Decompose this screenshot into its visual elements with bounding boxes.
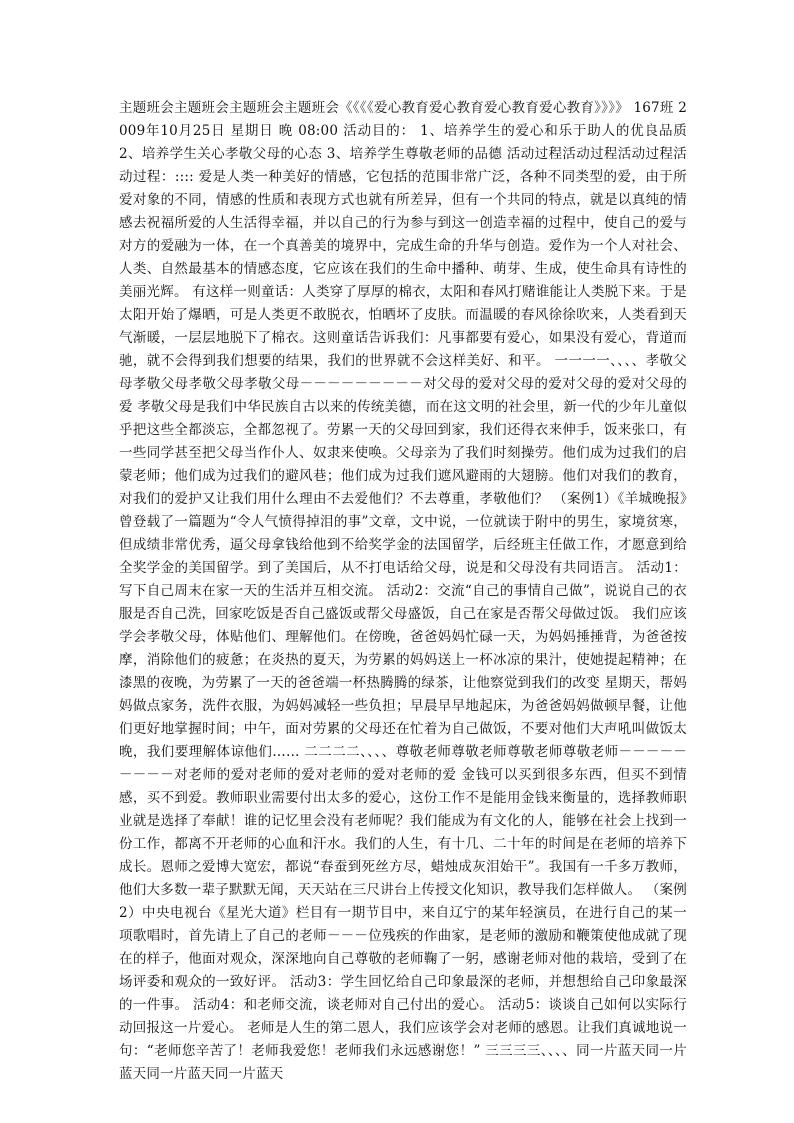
document-page bbox=[119, 97, 687, 1086]
body-text: 主题班会主题班会主题班会主题班会《《《《爱心教育爱心教育爱心教育爱心教育》》》》 167班 2009年10月25日 星期日 晚 08:00 活动目的： 1、培养学生的爱心和乐于助人的优良品质 2、培养学生关心孝敬父母的心态 3、培养学生尊敬老师的品德 活动过程活动过程活动过程活动过程：:::: 爱是人类一种美好的情感，它包括的范围非常广泛，各种不同类型的爱，由于所爱对象的不同，情感的性质和表现方式也就有所差异，但有一个共同的特点，就是以真纯的情感去祝福所爱的人生活得幸福，并以自己的行为参与到这一创造幸福的过程中，使自己的爱与对方的爱融为一体，在一个真善美的境界中，完成生命的升华与创造。爱作为一个人对社会、人类、自然最基本的情感态度，它应该在我们的生命中播种、萌芽、生成，使生命具有诗性的美丽光辉。 有这样一则童话：人类穿了厚厚的棉衣，太阳和春风打赌谁能让人类脱下来。于是太阳开始了爆晒，可是人类更不敢脱衣，怕晒坏了皮肤。而温暖的春风徐徐吹来，人类看到天气渐暖，一层层地脱下了棉衣。这则童话告诉我们：凡事都要有爱心，如果没有爱心，背道而驰，就不会得到我们想要的结果，我们的世界就不会这样美好、和平。 一一一一、、、、孝敬父母孝敬父母孝敬父母孝敬父母－－－－－－－－－对父母的爱对父母的爱对父母的爱对父母的爱 孝敬父母是我们中华民族自古以来的传统美德，而在这文明的社会里，新一代的少年儿童似乎把这些全都淡忘，全都忽视了。劳累一天的父母回到家，我们还得衣来伸手，饭来张口，有一些同学甚至把父母当作仆人、奴隶来使唤。父母亲为了我们时刻操劳。他们成为过我们的启蒙老师；他们成为过我们的避风巷；他们成为过我们遮风避雨的大翅膀。他们对我们的教育，对我们的爱护又让我们用什么理由不去爱他们？不去尊重，孝敬他们？ （案例1）《羊城晚报》曾登载了一篇题为“令人气愤得掉泪的事”文章，文中说，一位就读于附中的男生，家境贫寒，但成绩非常优秀，逼父母拿钱给他到不给奖学金的法国留学，后经班主任做工作，才愿意到给全奖学金的美国留学。到了美国后，从不打电话给父母，说是和父母没有共同语言。 活动1：写下自己周末在家一天的生活并互相交流。 活动2：交流“自己的事情自己做”，说说自己的衣服是否自己洗，回家吃饭是否自己盛饭或帮父母盛饭，自己在家是否帮父母做过饭。 我们应该学会孝敬父母，体贴他们、理解他们。在傍晚，爸爸妈妈忙碌一天，为妈妈捶捶背，为爸爸按摩，消除他们的疲惫；在炎热的夏天，为劳累的妈妈送上一杯冰凉的果汁，使她提起精神；在漆黑的夜晚，为劳累了一天的爸爸端一杯热腾腾的绿茶，让他察觉到我们的改变 星期天，帮妈妈做点家务，洗件衣服，为妈妈减轻一些负担；早晨早早地起床，为爸爸妈妈做顿早餐，让他们更好地掌握时间；中午，面对劳累的父母还在忙着为自己做饭，不要对他们大声吼叫做饭太晚，我们要理解体谅他们…… 二二二二、、、、尊敬老师尊敬老师尊敬老师尊敬老师－－－－－－－－－对老师的爱对老师的爱对老师的爱对老师的爱 金钱可以买到很多东西，但买不到情感，买不到爱。教师职业需要付出太多的爱心，这份工作不是能用金钱来衡量的，选择教师职业就是选择了奉献！谁的记忆里会没有老师呢？我们能成为有文化的人，能够在社会上找到一份工作，都离不开老师的心血和汗水。我们的人生，有十几、二十年的时间是在老师的培养下成长。恩师之爱博大宽宏，都说“春蚕到死丝方尽，蜡烛成灰泪始干”。我国有一千多万教师，他们大多数一辈子默默无闻，天天站在三尺讲台上传授文化知识，教导我们怎样做人。 （案例2）中央电视台《星光大道》栏目有一期节目中，来自辽宁的某年轻演员，在进行自己的某一项歌唱时，首先请上了自己的老师－－－位残疾的作曲家，是老师的激励和鞭策使他成就了现在的样子，他面对观众，深深地向自己尊敬的老师鞠了一躬，感谢老师对他的栽培，受到了在场评委和观众的一致好评。 活动3：学生回忆给自己印象最深的老师，并想想给自己印象最深的一件事。 活动4：和老师交流，谈老师对自己付出的爱心。 活动5：谈谈自己如何以实际行动回报这一片爱心。 老师是人生的第二恩人，我们应该学会对老师的感恩。让我们真诚地说一句：“老师您辛苦了！老师我爱您！老师我们永远感谢您！” 三三三三、、、、同一片蓝天同一片蓝天同一片蓝天同一片蓝天 bbox=[119, 100, 687, 1082]
